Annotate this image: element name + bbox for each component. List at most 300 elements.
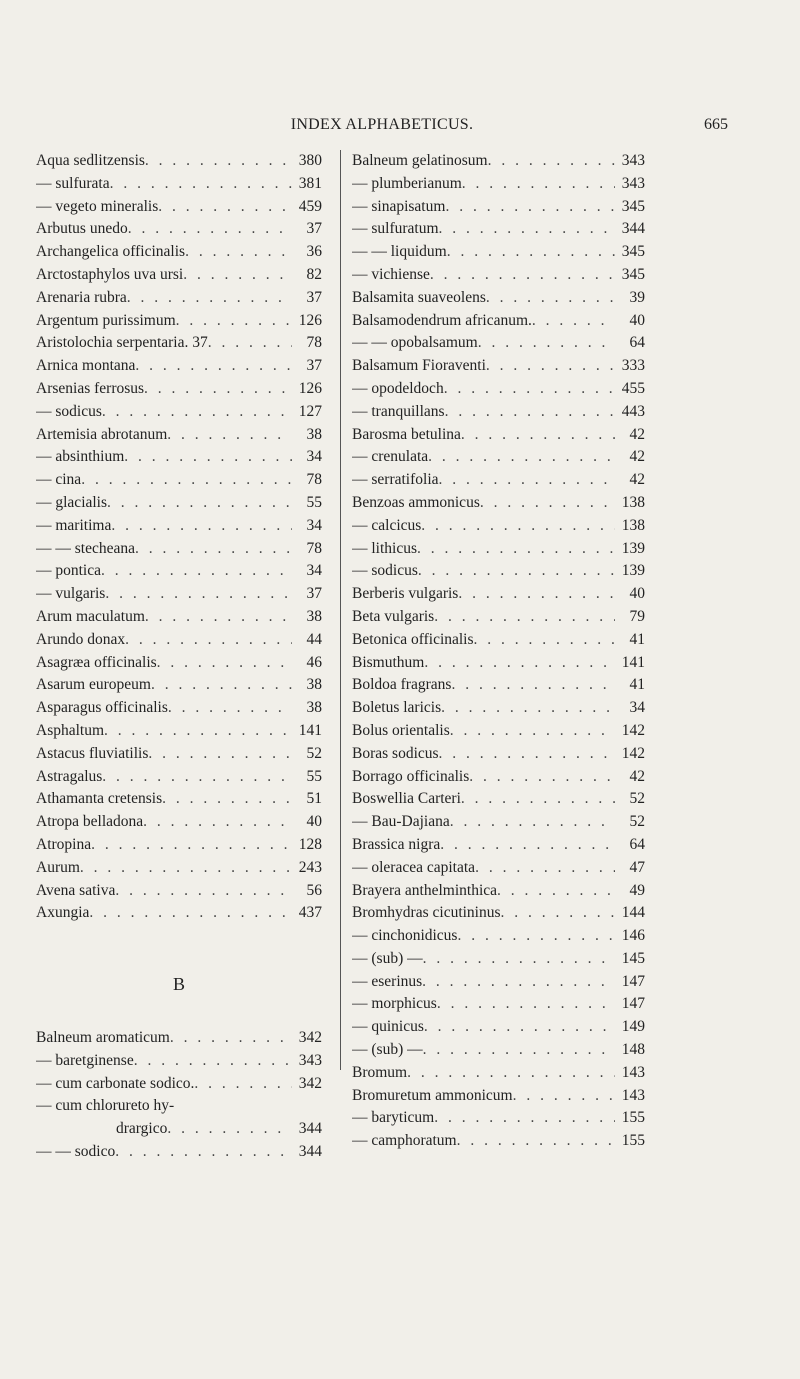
- entry-page: 344: [298, 1120, 322, 1138]
- entry-page: 41: [629, 630, 645, 648]
- index-entry: [36, 424, 322, 447]
- entry-page: 342: [298, 1029, 322, 1047]
- entry-page: 42: [629, 425, 645, 443]
- entry-term: Atropina: [36, 835, 92, 853]
- entry-term: — maritima: [36, 516, 112, 534]
- index-entry: [36, 1095, 322, 1118]
- index-entry: [36, 150, 322, 173]
- entry-page: 344: [298, 1143, 322, 1161]
- entry-page: 36: [306, 243, 322, 261]
- entry-term: — tranquillans: [352, 402, 445, 420]
- entry-term: — sodicus: [36, 402, 102, 420]
- entry-term: — (sub) —: [352, 949, 423, 967]
- entry-term: Bromum: [352, 1063, 408, 1081]
- entry-page: 37: [306, 288, 322, 306]
- dot-leader: [145, 150, 292, 173]
- dot-leader: [143, 811, 292, 834]
- index-entry: [36, 1050, 322, 1073]
- dot-leader: [478, 332, 615, 355]
- index-entry: [352, 880, 645, 903]
- index-entry: [36, 332, 322, 355]
- entry-term: — pontica: [36, 562, 101, 580]
- entry-term: — baryticum: [352, 1109, 435, 1127]
- dot-leader: [450, 811, 615, 834]
- dot-leader: [417, 538, 615, 561]
- dot-leader: [101, 560, 292, 583]
- entry-page: 37: [306, 357, 322, 375]
- entry-term: — vulgaris: [36, 585, 106, 603]
- entry-page: 443: [621, 402, 645, 420]
- index-entry: [352, 857, 645, 880]
- dot-leader: [428, 446, 615, 469]
- entry-term: Balsamodendrum africanum.: [352, 311, 532, 329]
- index-entry: [36, 218, 322, 241]
- entry-page: 79: [629, 607, 645, 625]
- entry-page: 52: [306, 744, 322, 762]
- entry-term: Arnica montana: [36, 357, 136, 375]
- dot-leader: [418, 560, 615, 583]
- entry-term: — crenulata: [352, 448, 429, 466]
- entry-term: — sulfuratum: [352, 220, 439, 238]
- index-entry: [352, 993, 645, 1016]
- dot-leader: [445, 401, 615, 424]
- dot-leader: [430, 264, 615, 287]
- entry-term: — — opobalsamum: [352, 334, 478, 352]
- index-entry: [36, 264, 322, 287]
- dot-leader: [457, 925, 615, 948]
- entry-term: Atropa belladona: [36, 813, 144, 831]
- right-column: [352, 150, 645, 1153]
- dot-leader: [194, 1073, 292, 1096]
- index-entry: [352, 469, 645, 492]
- dot-leader: [462, 173, 615, 196]
- entry-term: Asarum europeum: [36, 676, 151, 694]
- entry-page: 78: [306, 471, 322, 489]
- index-entry: [352, 446, 645, 469]
- entry-term: Betonica officinalis: [352, 630, 474, 648]
- entry-page: 155: [621, 1132, 645, 1150]
- entry-term: Arctostaphylos uva ursi: [36, 265, 184, 283]
- index-entry: [36, 560, 322, 583]
- index-entry: [36, 629, 322, 652]
- entry-page: 146: [621, 927, 645, 945]
- index-entry: [352, 332, 645, 355]
- entry-page: 56: [306, 881, 322, 899]
- index-entry: [352, 606, 645, 629]
- dot-leader: [167, 1118, 292, 1141]
- dot-leader: [168, 697, 292, 720]
- index-entry: [352, 834, 645, 857]
- index-entry: [352, 150, 645, 173]
- dot-leader: [475, 857, 615, 880]
- entry-page: 145: [621, 949, 645, 967]
- index-entry: [36, 834, 322, 857]
- entry-term: — vegeto mineralis: [36, 197, 159, 215]
- index-entry: [352, 720, 645, 743]
- entry-page: 52: [629, 790, 645, 808]
- dot-leader: [532, 310, 615, 333]
- dot-leader: [434, 606, 615, 629]
- index-entry: [352, 287, 645, 310]
- dot-leader: [437, 993, 615, 1016]
- entry-page: 126: [298, 379, 322, 397]
- entry-page: 345: [621, 243, 645, 261]
- dot-leader: [115, 880, 292, 903]
- entry-term: Benzoas ammonicus: [352, 493, 480, 511]
- entry-term: — quinicus: [352, 1018, 424, 1036]
- index-entry: [36, 241, 322, 264]
- entry-page: 142: [621, 721, 645, 739]
- index-entry: [36, 446, 322, 469]
- entry-term: Arenaria rubra: [36, 288, 127, 306]
- entry-page: 144: [621, 904, 645, 922]
- entry-term: — lithicus: [352, 539, 418, 557]
- entry-term: Argentum purissimum: [36, 311, 176, 329]
- entry-term: Boletus laricis: [352, 699, 442, 717]
- dot-leader: [102, 766, 292, 789]
- entry-page: 42: [629, 767, 645, 785]
- index-entry: [36, 1141, 322, 1164]
- entry-term: — (sub) —: [352, 1041, 423, 1059]
- dot-leader: [474, 629, 615, 652]
- entry-page: 34: [306, 562, 322, 580]
- entry-page: 34: [306, 516, 322, 534]
- index-entry: [36, 1027, 322, 1050]
- dot-leader: [102, 401, 292, 424]
- entry-page: 138: [621, 516, 645, 534]
- entry-term: — cinchonidicus: [352, 927, 458, 945]
- entry-page: 147: [621, 972, 645, 990]
- index-entry: [352, 788, 645, 811]
- dot-leader: [441, 697, 615, 720]
- entry-term: — calcicus: [352, 516, 422, 534]
- entry-term: Balsamum Fioraventi: [352, 357, 486, 375]
- index-entry: [36, 469, 322, 492]
- index-entry: [36, 310, 322, 333]
- dot-leader: [422, 971, 615, 994]
- index-entry: [352, 1085, 645, 1108]
- dot-leader: [127, 287, 292, 310]
- index-entry: [352, 538, 645, 561]
- dot-leader: [124, 446, 292, 469]
- left-column: [36, 150, 322, 1164]
- index-entry: [36, 766, 322, 789]
- entry-page: 459: [298, 197, 322, 215]
- index-entry: [352, 583, 645, 606]
- dot-leader: [480, 492, 615, 515]
- entry-term: Bismuthum: [352, 653, 425, 671]
- entry-term: Astacus fluviatilis: [36, 744, 149, 762]
- index-entry: [36, 287, 322, 310]
- entry-term: Aurum: [36, 858, 80, 876]
- entry-page: 40: [629, 311, 645, 329]
- column-divider: [340, 150, 341, 1070]
- entry-term: Arundo donax: [36, 630, 126, 648]
- dot-leader: [451, 674, 615, 697]
- entry-term: Aqua sedlitzensis: [36, 152, 145, 169]
- index-entry: [36, 743, 322, 766]
- index-entry: [352, 424, 645, 447]
- entry-term: drargico: [116, 1120, 168, 1138]
- dot-leader: [144, 378, 292, 401]
- entry-term: — sodicus: [352, 562, 418, 580]
- entry-page: 78: [306, 539, 322, 557]
- index-entry: [352, 971, 645, 994]
- entry-term: — camphoratum: [352, 1132, 457, 1150]
- entry-term: — sulfurata: [36, 174, 110, 192]
- entry-term: Bromhydras cicutininus: [352, 904, 501, 922]
- index-entry: [352, 492, 645, 515]
- dot-leader: [450, 720, 615, 743]
- dot-leader: [134, 1050, 292, 1073]
- dot-leader: [80, 857, 292, 880]
- entry-page: 41: [629, 676, 645, 694]
- index-entry: [36, 196, 322, 219]
- dot-leader: [407, 1062, 615, 1085]
- entry-term: Archangelica officinalis: [36, 243, 186, 261]
- index-entry: [352, 560, 645, 583]
- entry-page: 40: [629, 585, 645, 603]
- dot-leader: [115, 1141, 292, 1164]
- entry-term: — — sodico: [36, 1143, 116, 1161]
- index-entry: [36, 401, 322, 424]
- index-entry: [352, 378, 645, 401]
- dot-leader: [501, 902, 615, 925]
- dot-leader: [145, 606, 292, 629]
- index-entry: [352, 1062, 645, 1085]
- entry-page: 345: [621, 197, 645, 215]
- dot-leader: [424, 1016, 615, 1039]
- dot-leader: [91, 834, 292, 857]
- index-entry: [36, 902, 322, 925]
- entry-page: 37: [306, 220, 322, 238]
- dot-leader: [157, 652, 292, 675]
- entry-term: — cum chlorureto hy-: [36, 1097, 175, 1115]
- index-entry: [36, 538, 322, 561]
- entry-term: Boswellia Carteri: [352, 790, 461, 808]
- entry-page: 243: [298, 858, 322, 876]
- index-entry: [352, 1039, 645, 1062]
- entry-page: 34: [629, 699, 645, 717]
- entry-page: 345: [621, 265, 645, 283]
- index-entry: [352, 241, 645, 264]
- index-entry: [36, 355, 322, 378]
- dot-leader: [158, 196, 292, 219]
- index-entry: [36, 606, 322, 629]
- entry-page: 141: [621, 653, 645, 671]
- dot-leader: [105, 583, 292, 606]
- entry-page: 126: [298, 311, 322, 329]
- dot-leader: [457, 1130, 615, 1153]
- entry-page: 141: [298, 721, 322, 739]
- dot-leader: [423, 1039, 615, 1062]
- entry-page: 333: [621, 357, 645, 375]
- entry-term: — cum carbonate sodico.: [36, 1074, 195, 1092]
- entry-term: — sinapisatum: [352, 197, 446, 215]
- index-entry: [352, 355, 645, 378]
- entry-term: Astragalus: [36, 767, 103, 785]
- dot-leader: [421, 515, 615, 538]
- entry-page: 55: [306, 493, 322, 511]
- index-entry: [352, 401, 645, 424]
- entry-term: — — stecheana: [36, 539, 135, 557]
- index-entry: [36, 1118, 322, 1141]
- entry-term: Balsamita suaveolens: [352, 288, 486, 306]
- entry-page: 34: [306, 448, 322, 466]
- entry-term: Aristolochia serpentaria. 37: [36, 334, 208, 352]
- index-entry: [352, 629, 645, 652]
- entry-page: 128: [298, 835, 322, 853]
- entry-term: Asphaltum: [36, 721, 105, 739]
- entry-page: 381: [298, 174, 322, 192]
- entry-page: 44: [306, 630, 322, 648]
- dot-leader: [151, 674, 292, 697]
- dot-leader: [513, 1085, 615, 1108]
- entry-term: — glacialis: [36, 493, 108, 511]
- dot-leader: [111, 515, 292, 538]
- entry-term: — oleracea capitata: [352, 858, 476, 876]
- index-entry: [352, 196, 645, 219]
- index-entry: [36, 857, 322, 880]
- entry-page: 344: [621, 220, 645, 238]
- entry-term: — serratifolia: [352, 471, 439, 489]
- dot-leader: [424, 652, 615, 675]
- entry-page: 342: [298, 1074, 322, 1092]
- entry-page: 64: [629, 835, 645, 853]
- index-entry: [36, 880, 322, 903]
- entry-page: 138: [621, 493, 645, 511]
- index-entry: [352, 902, 645, 925]
- index-entry: [352, 218, 645, 241]
- entry-page: 38: [306, 425, 322, 443]
- entry-page: 437: [298, 904, 322, 922]
- dot-leader: [104, 720, 292, 743]
- entry-page: 49: [629, 881, 645, 899]
- entry-page: 37: [306, 585, 322, 603]
- section-letter: B: [172, 974, 185, 995]
- index-entry: [352, 674, 645, 697]
- entry-page: 38: [306, 699, 322, 717]
- dot-leader: [447, 241, 615, 264]
- entry-term: — morphicus: [352, 995, 437, 1013]
- entry-page: 40: [306, 813, 322, 831]
- dot-leader: [423, 948, 615, 971]
- entry-term: Bolus orientalis: [352, 721, 450, 739]
- entry-term: — vichiense: [352, 265, 430, 283]
- entry-term: Boras sodicus: [352, 744, 439, 762]
- dot-leader: [162, 788, 292, 811]
- entry-page: 343: [298, 1051, 322, 1069]
- index-entry: [36, 492, 322, 515]
- entry-term: Avena sativa: [36, 881, 116, 899]
- index-entry: [352, 264, 645, 287]
- entry-term: Asparagus officinalis: [36, 699, 168, 717]
- entry-term: — cina: [36, 471, 82, 489]
- entry-term: — Bau-Dajiana: [352, 813, 450, 831]
- dot-leader: [461, 788, 615, 811]
- dot-leader: [183, 264, 292, 287]
- dot-leader: [439, 218, 615, 241]
- index-entry: [36, 173, 322, 196]
- index-entry: [352, 743, 645, 766]
- index-entry: [352, 766, 645, 789]
- dot-leader: [125, 629, 292, 652]
- entry-term: Arum maculatum: [36, 607, 145, 625]
- entry-page: 47: [629, 858, 645, 876]
- dot-leader: [445, 196, 615, 219]
- page-header: [36, 116, 728, 138]
- entry-term: Balneum aromaticum: [36, 1029, 170, 1047]
- index-entry: [36, 697, 322, 720]
- entry-page: 149: [621, 1018, 645, 1036]
- entry-page: 82: [306, 265, 322, 283]
- index-entry: [352, 1016, 645, 1039]
- index-entry: [36, 720, 322, 743]
- entry-page: 52: [629, 813, 645, 831]
- entry-term: Brassica nigra: [352, 835, 441, 853]
- dot-leader: [107, 492, 292, 515]
- entry-page: 38: [306, 607, 322, 625]
- entry-page: 148: [621, 1041, 645, 1059]
- dot-leader: [176, 310, 292, 333]
- index-entry: [352, 697, 645, 720]
- index-entry: [36, 515, 322, 538]
- entry-page: 55: [306, 767, 322, 785]
- entry-page: 42: [629, 471, 645, 489]
- index-entry: [352, 1130, 645, 1153]
- dot-leader: [170, 1027, 292, 1050]
- index-entry: [352, 1107, 645, 1130]
- index-entry: [36, 378, 322, 401]
- entry-page: 39: [629, 288, 645, 306]
- entry-term: — baretginense: [36, 1051, 134, 1069]
- dot-leader: [461, 424, 615, 447]
- dot-leader: [185, 241, 292, 264]
- entry-term: Arbutus unedo: [36, 220, 128, 238]
- dot-leader: [444, 378, 615, 401]
- entry-page: 51: [306, 790, 322, 808]
- index-entry: [36, 583, 322, 606]
- dot-leader: [486, 355, 615, 378]
- entry-term: — — liquidum: [352, 243, 447, 261]
- index-entry: [36, 674, 322, 697]
- index-entry: [36, 788, 322, 811]
- index-entry: [36, 1073, 322, 1096]
- entry-page: 343: [621, 152, 645, 169]
- entry-page: 143: [621, 1063, 645, 1081]
- entry-page: 38: [306, 676, 322, 694]
- entry-term: — absinthium: [36, 448, 125, 466]
- entry-page: 143: [621, 1086, 645, 1104]
- dot-leader: [81, 469, 292, 492]
- dot-leader: [148, 743, 292, 766]
- dot-leader: [469, 766, 615, 789]
- entry-term: Arsenias ferrosus: [36, 379, 145, 397]
- running-title: INDEX ALPHABETICUS.: [290, 116, 474, 133]
- index-entry: [352, 948, 645, 971]
- entry-page: 139: [621, 539, 645, 557]
- page-number: 665: [704, 116, 728, 133]
- entry-term: Borrago officinalis: [352, 767, 470, 785]
- dot-leader: [135, 355, 292, 378]
- index-entry: [352, 811, 645, 834]
- entry-term: Boldoa fragrans: [352, 676, 452, 694]
- index-entry: [352, 310, 645, 333]
- entry-term: — plumberianum: [352, 174, 462, 192]
- entry-page: 147: [621, 995, 645, 1013]
- entry-page: 380: [298, 152, 322, 169]
- entry-term: Athamanta cretensis: [36, 790, 163, 808]
